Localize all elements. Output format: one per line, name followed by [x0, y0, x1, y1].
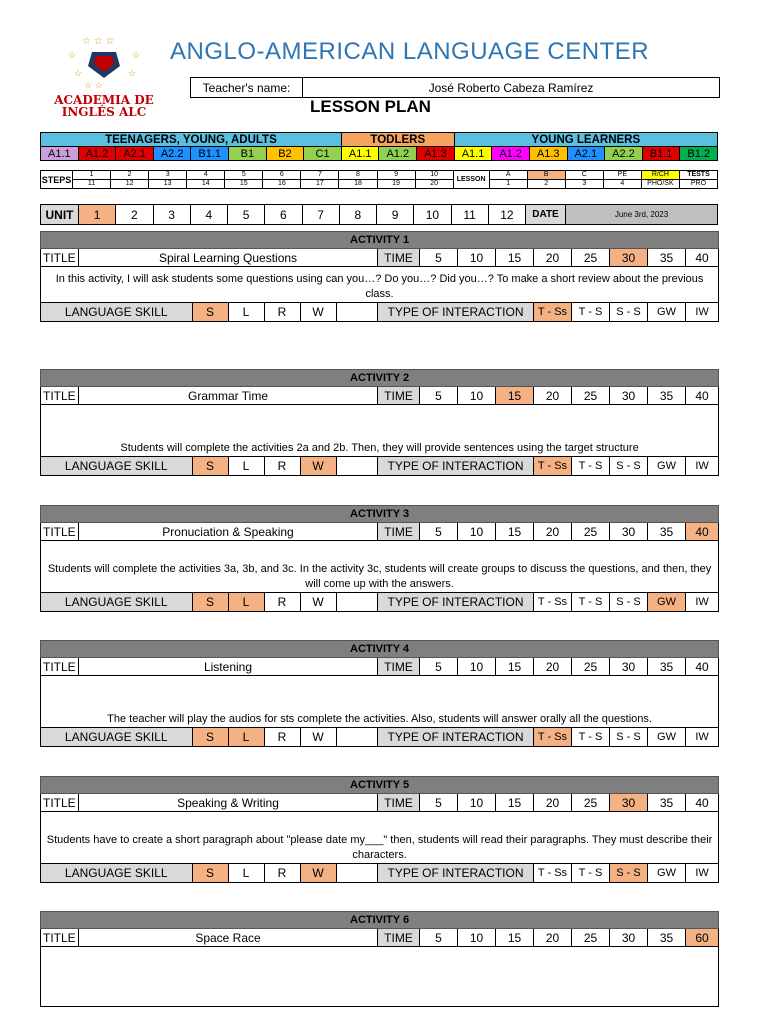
level-cell: A1.3 [529, 147, 567, 161]
unit-table [40, 204, 718, 225]
time-option: 35 [648, 523, 686, 541]
title-label: TITLE [41, 658, 79, 676]
interaction-option: IW [686, 457, 719, 476]
level-cell: A1.2 [379, 147, 417, 161]
activity-description: Students will complete the activities 2a and 2b. Then, they will provide sentences using the target structure [41, 405, 719, 457]
activity-title: Listening [79, 658, 378, 676]
time-option: 10 [458, 523, 496, 541]
lesson-cell: C [565, 171, 603, 180]
step-cell: 7 [301, 171, 339, 180]
step-cell: 16 [263, 180, 301, 189]
interaction-option: T - S [572, 593, 610, 612]
interaction-option: S - S [610, 457, 648, 476]
unit-cell: 4 [190, 205, 227, 225]
lesson-cell: 1 [489, 180, 527, 189]
skill-option: S [192, 457, 228, 475]
unit-label: UNIT [41, 205, 79, 225]
interaction-option: GW [648, 593, 686, 612]
language-skill-label: LANGUAGE SKILL [64, 459, 168, 473]
skill-option: R [264, 457, 300, 475]
unit-cell: 7 [302, 205, 339, 225]
time-option: 30 [610, 658, 648, 676]
unit-cell: 12 [488, 205, 525, 225]
activity-heading: ACTIVITY 2 [41, 370, 719, 387]
lesson-cell: 4 [603, 180, 641, 189]
time-option: 60 [686, 929, 719, 947]
interaction-option: GW [648, 864, 686, 883]
skill-option: S [192, 728, 228, 746]
skill-option: L [228, 457, 264, 475]
time-option: 10 [458, 658, 496, 676]
level-cell: B1.1 [191, 147, 229, 161]
interaction-option: IW [686, 303, 719, 322]
activity-heading: ACTIVITY 4 [41, 641, 719, 658]
unit-cell: 2 [116, 205, 153, 225]
level-cell: B1.2 [680, 147, 718, 161]
interaction-option: S - S [610, 728, 648, 747]
time-option: 20 [534, 249, 572, 267]
activity-description: In this activity, I will ask students some questions using can you…? Do you…? Did you…? To make a short review about the previous class. [41, 267, 719, 303]
time-option: 25 [572, 794, 610, 812]
interaction-option: GW [648, 303, 686, 322]
time-option: 15 [496, 658, 534, 676]
time-option: 15 [496, 523, 534, 541]
time-label: TIME [378, 249, 420, 267]
time-option: 5 [420, 794, 458, 812]
skill-option: R [264, 303, 300, 321]
skill-option: S [192, 593, 228, 611]
interaction-option: GW [648, 728, 686, 747]
time-option: 10 [458, 387, 496, 405]
unit-cell: 11 [451, 205, 488, 225]
activity-6-table [40, 911, 719, 1007]
interaction-option: GW [648, 457, 686, 476]
skill-option: L [228, 728, 264, 746]
skill-option: W [300, 864, 336, 882]
teacher-name-row [190, 77, 720, 98]
level-cell: A2.2 [153, 147, 191, 161]
title-label: TITLE [41, 249, 79, 267]
time-option: 5 [420, 387, 458, 405]
time-option: 30 [610, 387, 648, 405]
time-option: 30 [610, 794, 648, 812]
svg-text:☆: ☆ [132, 50, 141, 60]
time-option: 30 [610, 929, 648, 947]
activity-title: Space Race [79, 929, 378, 947]
time-option: 5 [420, 658, 458, 676]
skill-option: W [300, 303, 336, 321]
time-option: 40 [686, 794, 719, 812]
interaction-option: T - S [572, 457, 610, 476]
time-option: 35 [648, 249, 686, 267]
lesson-plan-title: LESSON PLAN [310, 97, 431, 116]
level-cell: A2.1 [567, 147, 605, 161]
skill-option: R [264, 593, 300, 611]
activity-title: Speaking & Writing [79, 794, 378, 812]
level-cell: C1 [304, 147, 342, 161]
level-cell: A2.1 [116, 147, 154, 161]
step-cell: 5 [225, 171, 263, 180]
step-cell: 17 [301, 180, 339, 189]
unit-cell: 3 [153, 205, 190, 225]
lesson-cell: A [489, 171, 527, 180]
skill-option: L [228, 864, 264, 882]
activity-title: Grammar Time [79, 387, 378, 405]
time-option: 10 [458, 929, 496, 947]
time-option: 35 [648, 929, 686, 947]
activity-1-table [40, 231, 719, 322]
interaction-option: IW [686, 864, 719, 883]
lesson-cell: PHO/SK [641, 180, 679, 189]
academy-logo [44, 32, 164, 124]
interaction-option: T - S [572, 728, 610, 747]
group-header-teens: TEENAGERS, YOUNG, ADULTS [41, 133, 342, 147]
time-option: 10 [458, 794, 496, 812]
step-cell: 14 [187, 180, 225, 189]
logo-text: ACADEMIA DE INGLÉS ALC [54, 93, 154, 119]
activity-5-table [40, 776, 719, 883]
teacher-name-label: Teacher's name: [191, 78, 303, 98]
unit-cell: 10 [414, 205, 451, 225]
time-option: 20 [534, 929, 572, 947]
activity-title: Pronuciation & Speaking [79, 523, 378, 541]
activity-description: The teacher will play the audios for sts complete the activities. Also, students will answer orally all the questions. [41, 676, 719, 728]
interaction-option: IW [686, 593, 719, 612]
lesson-cell: PRO [679, 180, 717, 189]
time-option: 20 [534, 794, 572, 812]
steps-label: STEPS [41, 171, 73, 189]
title-label: TITLE [41, 523, 79, 541]
skill-option: L [228, 303, 264, 321]
time-option: 40 [686, 249, 719, 267]
date-value: June 3rd, 2023 [566, 205, 718, 225]
step-cell: 15 [225, 180, 263, 189]
skill-option: L [228, 593, 264, 611]
time-option: 25 [572, 249, 610, 267]
step-cell: 9 [377, 171, 415, 180]
interaction-option: S - S [610, 864, 648, 883]
interaction-option: S - S [610, 303, 648, 322]
time-option: 30 [610, 249, 648, 267]
step-cell: 18 [339, 180, 377, 189]
skill-option: S [192, 864, 228, 882]
time-option: 15 [496, 249, 534, 267]
time-option: 5 [420, 523, 458, 541]
interaction-option: T - S [572, 303, 610, 322]
unit-cell: 8 [339, 205, 376, 225]
step-cell: 3 [149, 171, 187, 180]
step-cell: 1 [73, 171, 111, 180]
step-cell: 6 [263, 171, 301, 180]
activity-2-table [40, 369, 719, 476]
time-option: 5 [420, 249, 458, 267]
skill-option: W [300, 728, 336, 746]
svg-text:☆: ☆ [68, 50, 77, 60]
time-option: 30 [610, 523, 648, 541]
time-label: TIME [378, 929, 420, 947]
time-option: 10 [458, 249, 496, 267]
lesson-cell: 2 [527, 180, 565, 189]
interaction-label: TYPE OF INTERACTION [378, 457, 534, 476]
skill-option: W [300, 457, 336, 475]
time-option: 25 [572, 523, 610, 541]
title-label: TITLE [41, 794, 79, 812]
lesson-cell: B [527, 171, 565, 180]
step-cell: 2 [111, 171, 149, 180]
time-option: 25 [572, 387, 610, 405]
title-label: TITLE [41, 929, 79, 947]
time-label: TIME [378, 794, 420, 812]
level-cell: A1.2 [78, 147, 116, 161]
language-skill-row [41, 593, 378, 612]
language-skill-row [41, 728, 378, 747]
step-cell: 12 [111, 180, 149, 189]
level-cell: A1.1 [41, 147, 79, 161]
group-header-todlers: TODLERS [341, 133, 454, 147]
time-label: TIME [378, 523, 420, 541]
skill-option: R [264, 728, 300, 746]
lesson-cell: R/CH [641, 171, 679, 180]
interaction-option: T - Ss [534, 864, 572, 883]
svg-text:☆: ☆ [128, 68, 137, 78]
level-cell: A2.2 [605, 147, 643, 161]
step-cell: 19 [377, 180, 415, 189]
time-option: 35 [648, 387, 686, 405]
level-cell: A1.2 [492, 147, 530, 161]
time-option: 5 [420, 929, 458, 947]
level-cell: B1 [229, 147, 267, 161]
language-skill-label: LANGUAGE SKILL [64, 730, 168, 744]
interaction-option: S - S [610, 593, 648, 612]
unit-cell: 6 [265, 205, 302, 225]
step-cell: 4 [187, 171, 225, 180]
level-cell: B2 [266, 147, 304, 161]
language-skill-row [41, 303, 378, 322]
interaction-label: TYPE OF INTERACTION [378, 593, 534, 612]
lesson-label: LESSON [453, 171, 489, 189]
language-skill-label: LANGUAGE SKILL [64, 305, 168, 319]
date-label: DATE [526, 205, 566, 225]
interaction-option: T - Ss [534, 303, 572, 322]
level-groups-table [40, 132, 718, 161]
time-option: 35 [648, 794, 686, 812]
teacher-name-value: José Roberto Cabeza Ramírez [303, 78, 720, 98]
step-cell: 11 [73, 180, 111, 189]
time-option: 40 [686, 523, 719, 541]
interaction-label: TYPE OF INTERACTION [378, 728, 534, 747]
language-skill-row [41, 864, 378, 883]
activity-description: Students will complete the activities 3a, 3b, and 3c. In the activity 3c, students will create groups to discuss the questions, and then, they will come up with the answers. [41, 541, 719, 593]
steps-table [40, 170, 718, 189]
activity-heading: ACTIVITY 1 [41, 232, 719, 249]
level-cell: A1.3 [417, 147, 455, 161]
time-option: 40 [686, 387, 719, 405]
level-cell: B1.1 [642, 147, 680, 161]
step-cell: 13 [149, 180, 187, 189]
organization-title: ANGLO-AMERICAN LANGUAGE CENTER [170, 38, 650, 65]
skill-option: S [192, 303, 228, 321]
interaction-option: T - Ss [534, 593, 572, 612]
time-option: 15 [496, 794, 534, 812]
unit-cell: 5 [228, 205, 265, 225]
activity-description [41, 947, 719, 1007]
step-cell: 8 [339, 171, 377, 180]
time-option: 40 [686, 658, 719, 676]
step-cell: 10 [415, 171, 453, 180]
unit-cell: 1 [79, 205, 116, 225]
level-cell: A1.1 [341, 147, 379, 161]
time-option: 20 [534, 658, 572, 676]
activity-heading: ACTIVITY 5 [41, 777, 719, 794]
time-label: TIME [378, 387, 420, 405]
step-cell: 20 [415, 180, 453, 189]
activity-description: Students have to create a short paragraph about "please date my___" then, students will read their paragraphs. They must describe their characters. [41, 812, 719, 864]
language-skill-row [41, 457, 378, 476]
time-option: 20 [534, 387, 572, 405]
lesson-cell: TESTS [679, 171, 717, 180]
activity-4-table [40, 640, 719, 747]
skill-option: W [300, 593, 336, 611]
activity-title: Spiral Learning Questions [79, 249, 378, 267]
time-option: 20 [534, 523, 572, 541]
skill-option: R [264, 864, 300, 882]
time-label: TIME [378, 658, 420, 676]
time-option: 25 [572, 658, 610, 676]
interaction-label: TYPE OF INTERACTION [378, 864, 534, 883]
interaction-option: T - S [572, 864, 610, 883]
language-skill-label: LANGUAGE SKILL [64, 866, 168, 880]
interaction-option: T - Ss [534, 728, 572, 747]
unit-cell: 9 [377, 205, 414, 225]
time-option: 15 [496, 387, 534, 405]
level-cell: A1.1 [454, 147, 492, 161]
interaction-option: T - Ss [534, 457, 572, 476]
title-label: TITLE [41, 387, 79, 405]
svg-text:☆ ☆ ☆: ☆ ☆ ☆ [82, 36, 115, 47]
lesson-cell: PE [603, 171, 641, 180]
time-option: 35 [648, 658, 686, 676]
activity-heading: ACTIVITY 6 [41, 912, 719, 929]
interaction-label: TYPE OF INTERACTION [378, 303, 534, 322]
svg-text:☆ ☆: ☆ ☆ [84, 80, 103, 90]
activity-heading: ACTIVITY 3 [41, 506, 719, 523]
lesson-cell: 3 [565, 180, 603, 189]
interaction-option: IW [686, 728, 719, 747]
time-option: 15 [496, 929, 534, 947]
group-header-young-learners: YOUNG LEARNERS [454, 133, 717, 147]
language-skill-label: LANGUAGE SKILL [64, 595, 168, 609]
time-option: 25 [572, 929, 610, 947]
activity-3-table [40, 505, 719, 612]
svg-text:☆: ☆ [74, 68, 83, 78]
